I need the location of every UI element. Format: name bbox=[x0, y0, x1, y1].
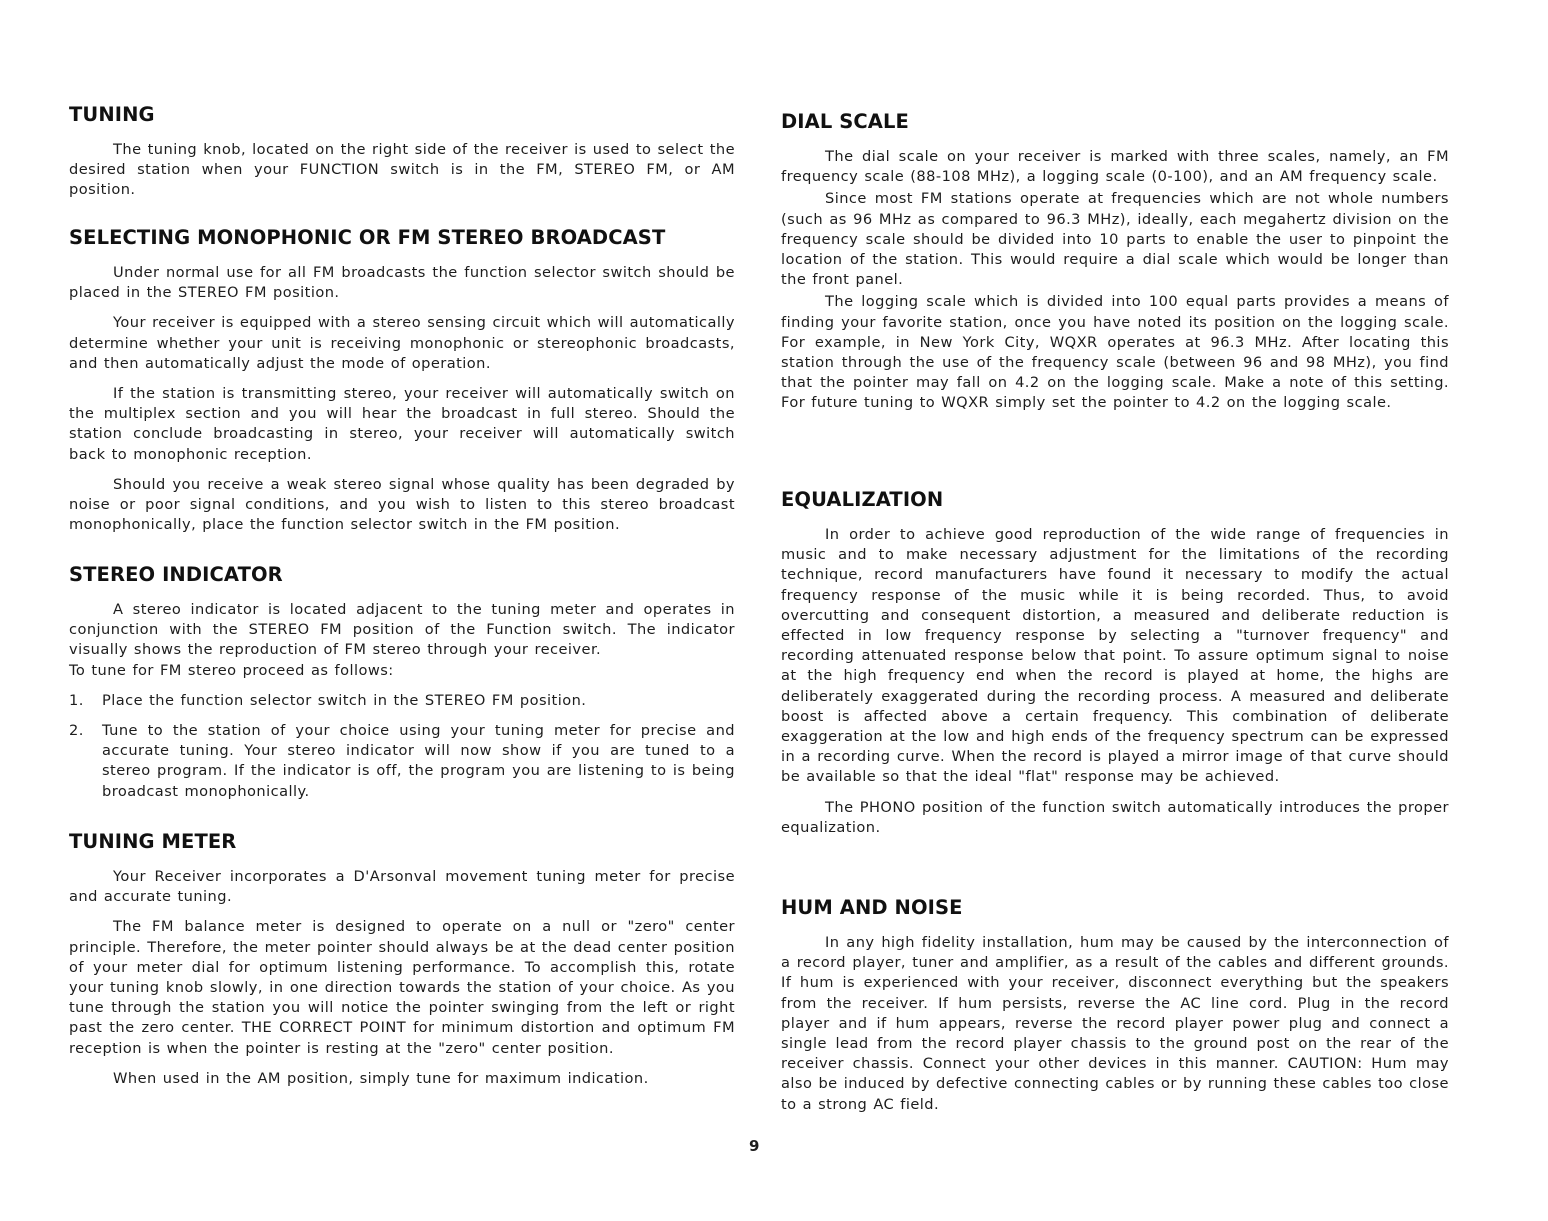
paragraph: The tuning knob, located on the right side of the receiver is used to select the desired station when your FUNCTION switch is in the FM, STEREO FM, or AM position. bbox=[69, 141, 735, 199]
list-item bbox=[69, 691, 735, 711]
step-number: 2. bbox=[69, 722, 84, 740]
paragraph: In order to achieve good reproduction of the wide range of frequencies in music and to make necessary adjustment for the limitations of the recording technique, record manufacturers have found it necessary to modify the actual frequency response of the music while it is being recorded. Thus, to avoid overcutting and consequent distortion, a measured and deliberate reduction is effected in low frequency response by selecting a "turnover frequency" and recording attenuated response below that point. To assure optimum signal to noise at the high frequency end when the record is played at home, the highs are deliberately exaggerated during the recording process. A measured and deliberate boost is affected above a certain frequency. This combination of deliberate exaggeration at the low and high ends of the frequency spectrum can be expressed in a recording curve. When the record is played a mirror image of that curve should be available so that the ideal "flat" response may be achieved. bbox=[781, 526, 1449, 786]
section-dial-scale bbox=[781, 110, 1449, 424]
paragraph: Your Receiver incorporates a D'Arsonval movement tuning meter for precise and accurate tuning. bbox=[69, 868, 735, 906]
section-selecting-broadcast bbox=[69, 226, 735, 545]
step-text: Tune to the station of your choice using your tuning meter for precise and accurate tuning. Your stereo indicator will now show if you are tuned to a stereo program. If the indicator is off, the program you are listening to is being broadcast monophonically. bbox=[102, 722, 735, 800]
section-stereo-indicator bbox=[69, 563, 735, 812]
section-tuning-meter bbox=[69, 830, 735, 1099]
paragraph: Your receiver is equipped with a stereo sensing circuit which will automatically determine whether your unit is receiving monophonic or stereophonic broadcasts, and then automatically adjust the mode of operation. bbox=[69, 314, 735, 372]
section-tuning bbox=[69, 103, 735, 211]
steps-list bbox=[69, 691, 735, 802]
page-number: 9 bbox=[749, 1137, 760, 1155]
paragraph: In any high fidelity installation, hum may be caused by the interconnection of a record player, tuner and amplifier, as a result of the cables and different grounds. If hum is experienced with your receiver, disconnect everything but the speakers from the receiver. If hum persists, reverse the AC line cord. Plug in the record player and if hum appears, reverse the record player power plug and connect a single lead from the record player chassis to the ground post on the rear of the receiver chassis. Connect your other devices in this manner. CAUTION: Hum may also be induced by defective connecting cables or by running these cables too close to a strong AC field. bbox=[781, 934, 1449, 1113]
paragraph: If the station is transmitting stereo, your receiver will automatically switch on the multiplex section and you will hear the broadcast in full stereo. Should the station conclude broadcasting in stereo, your receiver will automatically switch back to monophonic reception. bbox=[69, 385, 735, 463]
section-title: DIAL SCALE bbox=[781, 110, 909, 133]
paragraph: When used in the AM position, simply tune for maximum indication. bbox=[113, 1069, 649, 1087]
section-title: SELECTING MONOPHONIC OR FM STEREO BROADCAST bbox=[69, 226, 666, 249]
paragraph: The PHONO position of the function switch automatically introduces the proper equalization. bbox=[781, 798, 1449, 836]
section-title: TUNING bbox=[69, 103, 155, 126]
paragraph: Under normal use for all FM broadcasts the function selector switch should be placed in the STEREO FM position. bbox=[69, 264, 735, 302]
step-number: 1. bbox=[69, 691, 84, 709]
paragraph: The dial scale on your receiver is marked with three scales, namely, an FM frequency scale (88-108 MHz), a logging scale (0-100), and an AM frequency scale. bbox=[781, 148, 1449, 186]
paragraph: The logging scale which is divided into 100 equal parts provides a means of finding your favorite station, once you have noted its position on the logging scale. For example, in New York City, WQXR operates at 96.3 MHz. After locating this station through the use of the frequency scale (between 96 and 98 MHz), you find that the pointer may fall on 4.2 on the logging scale. Make a note of this setting. For future tuning to WQXR simply set the pointer to 4.2 on the logging scale. bbox=[781, 293, 1449, 412]
section-title: STEREO INDICATOR bbox=[69, 563, 283, 586]
section-title: EQUALIZATION bbox=[781, 488, 944, 511]
section-equalization bbox=[781, 488, 1449, 848]
step-text: Place the function selector switch in the STEREO FM position. bbox=[102, 691, 587, 709]
paragraph: The FM balance meter is designed to operate on a null or "zero" center principle. Therefore, the meter pointer should always be at the dead center position of your meter dial for optimum listening performance. To accomplish this, rotate your tuning knob slowly, in one direction towards the station of your choice. As you tune through the station you will notice the pointer swinging from the left or right past the zero center. THE CORRECT POINT for minimum distortion and optimum FM reception is when the pointer is resting at the "zero" center position. bbox=[69, 918, 735, 1057]
section-title: HUM AND NOISE bbox=[781, 896, 963, 919]
section-title: TUNING METER bbox=[69, 830, 237, 853]
paragraph: Should you receive a weak stereo signal whose quality has been degraded by noise or poor signal conditions, and you wish to listen to this stereo broadcast monophonically, place the function selector switch in the FM position. bbox=[69, 475, 735, 534]
paragraph: A stereo indicator is located adjacent to the tuning meter and operates in conjunction with the STEREO FM position of the Function switch. The indicator visually shows the reproduction of FM stereo through your receiver. bbox=[69, 601, 735, 659]
list-item bbox=[69, 721, 735, 802]
paragraph: Since most FM stations operate at frequencies which are not whole numbers (such as 96 MHz as compared to 96.3 MHz), ideally, each megahertz division on the frequency scale should be divided into 10 parts to enable the user to pinpoint the location of the station. This would require a dial scale which would be longer than the front panel. bbox=[781, 190, 1449, 289]
section-hum-noise bbox=[781, 896, 1449, 1125]
paragraph-lead: To tune for FM stereo proceed as follows: bbox=[69, 661, 394, 679]
